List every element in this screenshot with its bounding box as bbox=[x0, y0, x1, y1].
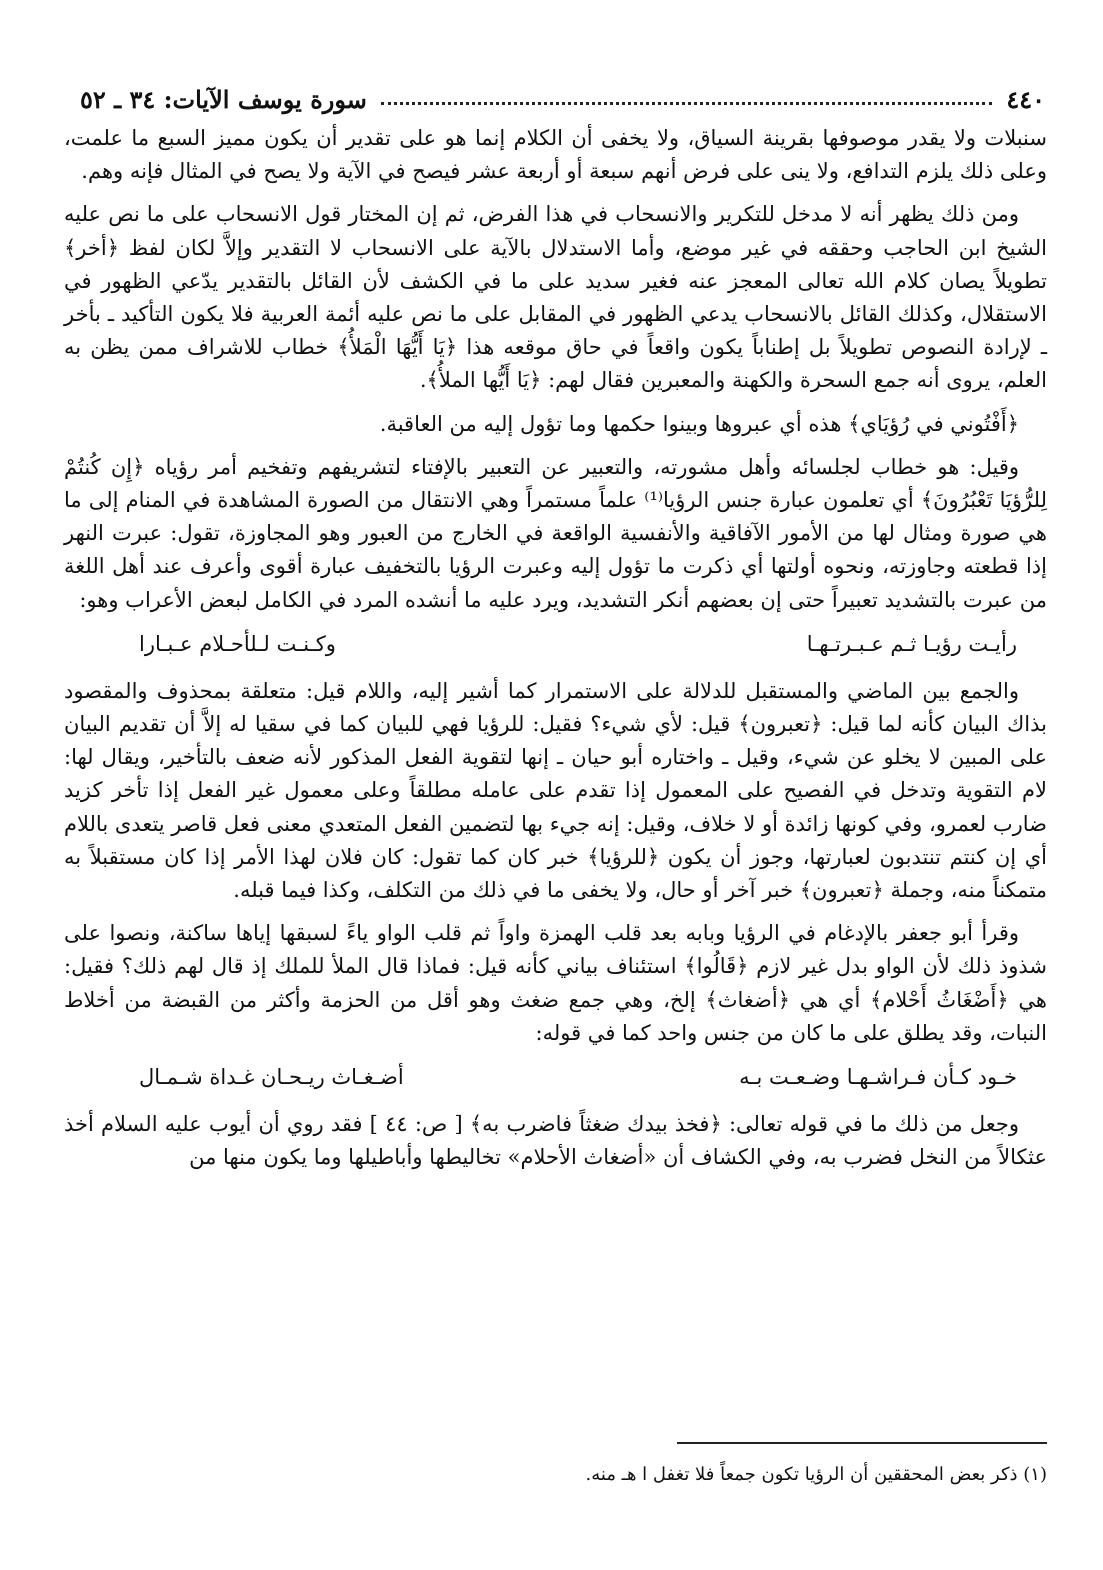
footnote: (١) ذكر بعض المحققين أن الرؤيا تكون جمعاً فلا تغفل ا هـ منه. bbox=[585, 1464, 1047, 1485]
paragraph-5: والجمع بين الماضي والمستقبل للدلالة على الاستمرار كما أشير إليه، واللام قيل: متعلقة بمحذوف والمقصود بذاك البيان كأنه لما قيل: ﴿تعبرون﴾ قيل: لأي شيء؟ فقيل: للرؤيا فهي للبيان كما في سقيا له إلاَّ أن تقديم البيان على المبين لا يخلو عن شيء، وقيل ـ واختاره أبو حيان ـ إنها لتقوية الفعل المذكور لأنه ضعف بالتأخير، ويقال لها: لام التقوية وتدخل في الفصيح على المعمول إذا تقدم على عامله مطلقاً وعلى معمول غير الفعل إذا تأخر كزيد ضارب لعمرو، وفي كونها زائدة أو لا خلاف، وقيل: إنه جيء بها لتضمين الفعل المتعدي معنى فعل قاصر يتعدى باللام أي إن كنتم تنتدبون لعبارتها، وجوز أن يكون ﴿للرؤيا﴾ خبر كان كما تقول: كان فلان لهذا الأمر إذا كان مستقبلاً به متمكناً منه، وجملة ﴿تعبرون﴾ خبر آخر أو حال، ولا يخفى ما في ذلك من التكلف، وكذا فيما قبله. bbox=[64, 678, 1047, 903]
verse-2 bbox=[139, 1060, 1017, 1094]
paragraph-7: وجعل من ذلك ما في قوله تعالى: ﴿فخذ بيدك ضغثاً فاضرب به﴾ [ ص: ٤٤ ] فقد روي أن أيوب عليه السلام أخذ عثكالاً من النخل فضرب به، وفي الكشاف أن «أضغاث الأحلام» تخاليطها وأباطيلها وما يكون منها من bbox=[64, 1112, 1047, 1170]
verse-1 bbox=[139, 627, 1017, 661]
verse-1-first-hemistich: رأيـت رؤيـا ثـم عـبـرتـهـا bbox=[806, 631, 1017, 656]
running-title: سورة يوسف الآيات: ٣٤ ـ ٥٢ bbox=[80, 85, 367, 114]
page-number: ٤٤٠ bbox=[1006, 85, 1045, 114]
paragraph-4: وقيل: هو خطاب لجلسائه وأهل مشورته، والتعبير عن التعبير بالإفتاء لتشريفهم وتفخيم أمر رؤياه ﴿إِن كُنتُمْ لِلرُّؤيَا تَعْبُرُونَ﴾ أي تعلمون عبارة جنس الرؤيا⁽¹⁾ علماً مستمراً وهي الانتقال من الصورة المشاهدة في المنام إلى ما هي صورة ومثال لها من الأمور الآفاقية والأنفسية الواقعة في الخارج من العبور وهو المجاوزة، تقول: عبرت النهر إذا قطعته وجاوزته، ونحوه أولتها أي ذكرت ما تؤول إليه وعبرت الرؤيا بالتخفيف عبارة أقوى وأعرف عند أهل اللغة من عبرت بالتشديد تعبيراً حتى إن بعضهم أنكر التشديد، ويرد عليه ما أنشده المرد في الكامل لبعض الأعراب وهو: bbox=[64, 454, 1047, 612]
page-header bbox=[80, 74, 1045, 114]
verse-2-first-hemistich: خـود كـأن فـراشـهـا وضـعـت بـه bbox=[739, 1065, 1017, 1090]
paragraph-6: وقرأ أبو جعفر بالإدغام في الرؤيا وبابه بعد قلب الهمزة واواً ثم قلب الواو ياءً لسبقها إياها ساكنة، ونصوا على شذوذ ذلك لأن الواو بدل غير لازم ﴿قَالُوا﴾ استئناف بياني كأنه قيل: فماذا قال الملأ للملك إذ قال لهم ذلك؟ فقيل: هي ﴿أَضْغَاثُ أَحْلام﴾ أي هي ﴿أضغاث﴾ إلخ، وهي جمع ضغث وهو أقل من الحزمة وأكثر من القبضة من أخلاط النبات، وقد يطلق على ما كان من جنس واحد كما في قوله: bbox=[64, 921, 1047, 1045]
header-dots-divider bbox=[381, 102, 992, 105]
verse-2-second-hemistich: أضـغـاث ريـحـان غـداة شـمـال bbox=[139, 1065, 404, 1090]
verse-1-second-hemistich: وكـنـت لـلأحـلام عـبـارا bbox=[139, 631, 336, 656]
footnote-divider bbox=[677, 1442, 1047, 1444]
paragraph-3: ﴿أَفْتُوني في رُؤيَاي﴾ هذه أي عبروها وبينوا حكمها وما تؤول إليه من العاقبة. bbox=[379, 411, 1019, 436]
body-text bbox=[64, 122, 1047, 1184]
paragraph-2: ومن ذلك يظهر أنه لا مدخل للتكرير والانسحاب في هذا الفرض، ثم إن المختار قول الانسحاب على ما نص عليه الشيخ ابن الحاجب وحققه في غير موضع، وأما الاستدلال بالآية على الانسحاب لا التقدير وإلاَّ لكان لفظ ﴿أخر﴾ تطويلاً يصان كلام الله تعالى المعجز عنه فغير سديد على ما في الكشف لأن القائل بالتقدير يدّعي الظهور في الاستقلال، وكذلك القائل بالانسحاب يدعي الظهور في المقابل على ما نص عليه أئمة العربية فلا يكون التأكيد ـ بأخر ـ لإرادة النصوص تطويلاً بل إطناباً يكون واقعاً في حاق موقعه هذا ﴿يَا أَيُّهَا الْمَلأُ﴾ خطاب للاشراف ممن يظن به العلم، يروى أنه جمع السحرة والكهنة والمعبرين فقال لهم: ﴿يَا أَيُّها الملأُ﴾. bbox=[64, 202, 1047, 393]
paragraph-1: سنبلات ولا يقدر موصوفها بقرينة السياق، ولا يخفى أن الكلام إنما هو على تقدير أن يكون مميز السبع ما علمت، وعلى ذلك يلزم التدافع، ولا ينى على فرض أنهم سبعة أو أربعة عشر فيصح في الآية ولا يصح في المثال فإنه وهم. bbox=[64, 126, 1047, 184]
